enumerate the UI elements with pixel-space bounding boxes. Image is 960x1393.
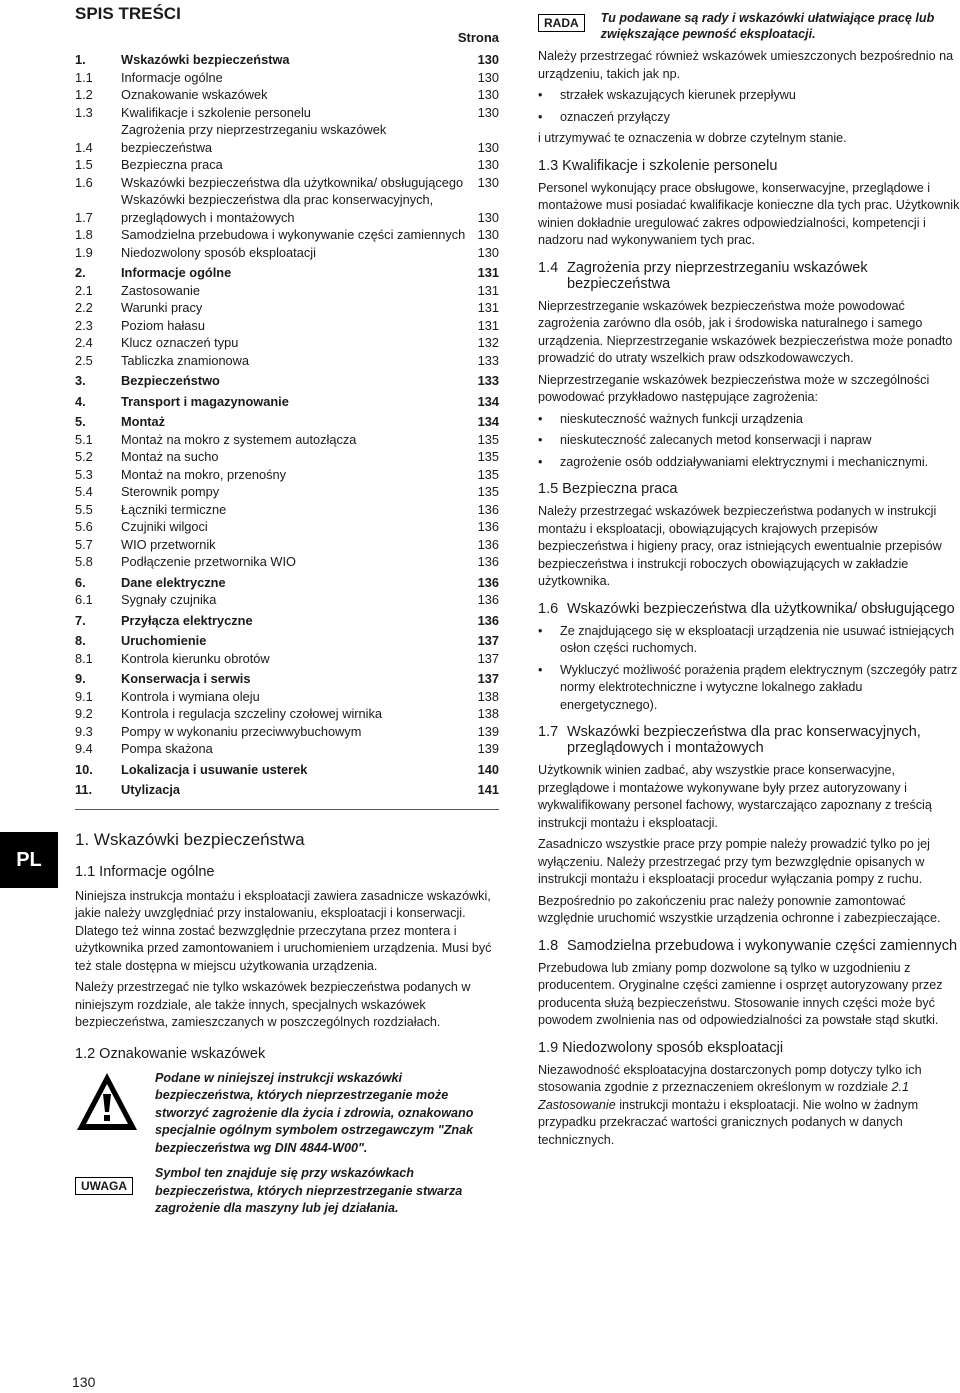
toc-page: 139 bbox=[477, 723, 499, 739]
toc-num: 5.7 bbox=[75, 536, 93, 552]
section-heading-1-6 bbox=[538, 601, 960, 617]
toc-page: 135 bbox=[477, 484, 499, 499]
heading-text: Wskazówki bezpieczeństwa dla prac konserwacyjnych, przeglądowych i montażowych bbox=[567, 724, 921, 756]
list-item: • nieskuteczność ważnych funkcji urządzenia bbox=[538, 411, 960, 429]
toc-num: 2.3 bbox=[75, 317, 93, 333]
toc-title: Zagrożenia przy nieprzestrzeganiu wskazówek bezpieczeństwa bbox=[121, 122, 387, 155]
toc-row bbox=[75, 781, 499, 799]
toc-num: 9. bbox=[75, 671, 86, 686]
toc-title: Sterownik pompy bbox=[121, 484, 220, 499]
hazard-list bbox=[538, 411, 960, 472]
toc-row bbox=[75, 670, 499, 688]
toc-num: 7. bbox=[75, 612, 86, 628]
toc-row bbox=[75, 501, 499, 519]
heading-number: 1.4 bbox=[538, 259, 559, 276]
toc-row bbox=[75, 352, 499, 370]
toc-row bbox=[75, 518, 499, 536]
divider bbox=[75, 809, 499, 810]
toc-num: 1.9 bbox=[75, 244, 93, 260]
toc-title: Sygnały czujnika bbox=[121, 592, 217, 607]
toc-num: 5.2 bbox=[75, 449, 93, 464]
uwaga-label: UWAGA bbox=[75, 1177, 133, 1195]
toc-num: 6.1 bbox=[75, 592, 93, 607]
toc-page: 130 bbox=[477, 157, 499, 172]
toc-page: 135 bbox=[477, 449, 499, 464]
toc-title: Bezpieczna praca bbox=[121, 157, 223, 172]
toc-page: 133 bbox=[477, 373, 499, 388]
toc-title: Zastosowanie bbox=[121, 282, 200, 298]
toc-num: 2.2 bbox=[75, 300, 93, 315]
toc-num: 9.3 bbox=[75, 723, 93, 739]
user-safety-list bbox=[538, 623, 960, 715]
toc-row bbox=[75, 282, 499, 300]
section-heading-1: 1. Wskazówki bezpieczeństwa bbox=[75, 829, 305, 849]
page-number: 130 bbox=[72, 1374, 96, 1390]
section-heading-1-8 bbox=[538, 938, 960, 954]
text-run: Niezawodność eksploatacyjna dostarczonych pomp dotyczy tylko ich stosowania zgodnie z przeznaczeniem określonym w rozdziale bbox=[538, 1062, 922, 1094]
toc-num: 9.4 bbox=[75, 741, 93, 756]
cross-reference: 2.1 Zastosowanie bbox=[538, 1080, 910, 1112]
toc-row bbox=[75, 705, 499, 723]
toc-row bbox=[75, 466, 499, 484]
toc-title: Podłączenie przetwornika WIO bbox=[121, 554, 296, 569]
paragraph: Nieprzestrzeganie wskazówek bezpieczeństwa może powodować zagrożenia zarówno dla osób, jak i środowiska naturalnego i samego urządzenia. Nieprzestrzeganie wskazówek bezpieczeństwa może ponadto prowadzić do utraty wszelkich praw odszkodowawczych. bbox=[538, 298, 953, 365]
toc-num: 5.8 bbox=[75, 554, 93, 569]
paragraph: Użytkownik winien zadbać, aby wszystkie prace konserwacyjne, przeglądowe i montażowe wykonywane były przez autoryzowany i wykwalifikowany personel fachowy, wystarczająco zapoznany z treścią instrukcji montażu i eksploatacji. bbox=[538, 763, 932, 830]
list-item: • zagrożenie osób oddziaływaniami elektrycznymi i mechanicznymi. bbox=[538, 454, 960, 472]
toc-row bbox=[75, 483, 499, 501]
toc-page: 136 bbox=[477, 554, 499, 569]
toc-title: Kontrola i regulacja szczeliny czołowej wirnika bbox=[121, 706, 383, 721]
toc-num: 5.6 bbox=[75, 519, 93, 534]
toc-num: 5. bbox=[75, 414, 86, 429]
toc-num: 2. bbox=[75, 265, 86, 280]
toc-row bbox=[75, 174, 499, 192]
toc-title: Montaż bbox=[121, 414, 166, 429]
paragraph: Należy przestrzegać nie tylko wskazówek bezpieczeństwa podanych w niniejszym rozdziale, ale także innych, specjalnych wskazówek bezpieczeństwa, zamieszczanych w poszczególnych rozdziałach. bbox=[75, 980, 471, 1029]
right-column bbox=[538, 10, 960, 1153]
toc-page: 134 bbox=[477, 414, 499, 429]
toc-page: 136 bbox=[477, 592, 499, 607]
toc-row bbox=[75, 156, 499, 174]
toc-num: 3. bbox=[75, 373, 86, 388]
section-heading-1-7 bbox=[538, 724, 960, 756]
section-heading-1-9: 1.9 Niedozwolony sposób eksploatacji bbox=[538, 1039, 784, 1056]
toc-num: 1.5 bbox=[75, 157, 93, 172]
toc-title: Samodzielna przebudowa i wykonywanie części zamiennych bbox=[121, 227, 466, 242]
toc-page: 131 bbox=[477, 317, 499, 333]
toc-row bbox=[75, 536, 499, 554]
toc-num: 8. bbox=[75, 633, 86, 648]
toc-page: 131 bbox=[477, 282, 499, 298]
toc-title: Przyłącza elektryczne bbox=[121, 612, 253, 628]
toc-row bbox=[75, 448, 499, 466]
toc-num: 1.6 bbox=[75, 174, 93, 190]
toc-title: Wskazówki bezpieczeństwa dla prac konserwacyjnych, przeglądowych i montażowych bbox=[121, 192, 434, 225]
heading-text: Wskazówki bezpieczeństwa dla użytkownika/ obsługującego bbox=[567, 600, 955, 617]
toc-num: 11. bbox=[75, 782, 93, 797]
section-heading-1-2: 1.2 Oznakowanie wskazówek bbox=[75, 1045, 266, 1062]
toc-row bbox=[75, 334, 499, 352]
heading-number: 1.7 bbox=[538, 724, 559, 740]
toc-row bbox=[75, 264, 499, 282]
toc-title: Kontrola kierunku obrotów bbox=[121, 650, 270, 666]
toc-num: 2.4 bbox=[75, 335, 93, 350]
warning-text: Podane w niniejszej instrukcji wskazówki bezpieczeństwa, których nieprzestrzeganie może stworzyć zagrożenie dla życia i zdrowia, oznakowano specjalnie ogólnym symbolem ostrzegawczym "Znak bezpieczeństwa wg DIN 4844-W00". bbox=[155, 1070, 474, 1155]
toc-num: 1.8 bbox=[75, 227, 93, 242]
toc-page: 130 bbox=[477, 139, 499, 155]
toc-title: Montaż na mokro, przenośny bbox=[121, 466, 287, 482]
toc-row bbox=[75, 86, 499, 104]
toc-page: 138 bbox=[477, 688, 499, 704]
text-run: instrukcji montażu i eksploatacji. Nie wolno w żadnym przypadku przekraczać wartości granicznych podanych w danych technicznych. bbox=[538, 1097, 919, 1147]
toc-row bbox=[75, 688, 499, 706]
rada-text: Tu podawane są rady i wskazówki ułatwiające pracę lub zwiększające pewność eksploatacji. bbox=[600, 11, 935, 41]
paragraph bbox=[538, 1062, 960, 1150]
toc-title: Łączniki termiczne bbox=[121, 501, 227, 517]
toc-title: Informacje ogólne bbox=[121, 69, 223, 85]
toc-page: 130 bbox=[477, 227, 499, 242]
toc-page: 134 bbox=[477, 393, 499, 409]
toc-num: 2.1 bbox=[75, 282, 93, 298]
toc-page: 137 bbox=[477, 671, 499, 686]
toc-page: 130 bbox=[477, 244, 499, 260]
toc-row bbox=[75, 393, 499, 411]
rada-note bbox=[538, 10, 960, 42]
toc-num: 1.7 bbox=[75, 209, 93, 225]
toc-num: 2.5 bbox=[75, 352, 93, 368]
paragraph: Bezpośrednio po zakończeniu prac należy ponownie zamontować względnie uruchomić wszystkie urządzenia ochronne i zabezpieczające. bbox=[538, 893, 941, 925]
toc-page: 130 bbox=[477, 52, 499, 67]
paragraph: Niniejsza instrukcja montażu i eksploatacji zawiera zasadnicze wskazówki, jakie należy uwzględniać przy instalowaniu, eksploatacji i konserwacji. Dlatego też winna zostać bezwzględnie przeczytana przez montera i użytkownika przed zamontowaniem i uruchomieniem urządzenia. Musi być też stale dostępna w miejscu użytkowania urządzenia. bbox=[75, 888, 492, 973]
uwaga-note bbox=[75, 1165, 499, 1218]
toc-page: 135 bbox=[477, 431, 499, 447]
toc-row bbox=[75, 104, 499, 122]
toc-num: 1.2 bbox=[75, 87, 93, 102]
toc-num: 4. bbox=[75, 393, 86, 409]
warning-note bbox=[75, 1070, 499, 1158]
toc-page: 139 bbox=[477, 741, 499, 756]
toc-num: 5.3 bbox=[75, 466, 93, 482]
toc-row bbox=[75, 372, 499, 390]
toc-page: 133 bbox=[477, 352, 499, 368]
rada-label: RADA bbox=[538, 14, 585, 32]
toc-row bbox=[75, 51, 499, 69]
toc-title: Klucz oznaczeń typu bbox=[121, 335, 239, 350]
toc-row bbox=[75, 723, 499, 741]
toc-title: Kwalifikacje i szkolenie personelu bbox=[121, 104, 311, 120]
list-item: • strzałek wskazujących kierunek przepływu bbox=[538, 87, 960, 105]
toc-page: 136 bbox=[477, 574, 499, 590]
list-item: • oznaczeń przyłączy bbox=[538, 109, 960, 127]
toc-row bbox=[75, 299, 499, 317]
warning-triangle-icon bbox=[75, 1070, 155, 1158]
heading-number: 1.6 bbox=[538, 600, 559, 617]
toc-num: 5.4 bbox=[75, 484, 93, 499]
toc-row bbox=[75, 591, 499, 609]
toc-row bbox=[75, 244, 499, 262]
toc-row bbox=[75, 226, 499, 244]
toc-page: 137 bbox=[477, 633, 499, 648]
toc-num: 1.3 bbox=[75, 104, 93, 120]
toc-title: Lokalizacja i usuwanie usterek bbox=[121, 761, 308, 777]
toc-title: Kontrola i wymiana oleju bbox=[121, 688, 260, 704]
heading-number: 1.8 bbox=[538, 937, 559, 954]
toc-page: 130 bbox=[477, 209, 499, 225]
toc-num: 6. bbox=[75, 574, 86, 590]
section-heading-1-5: 1.5 Bezpieczna praca bbox=[538, 481, 678, 497]
paragraph: Zasadniczo wszystkie prace przy pompie należy prowadzić tylko po jej wyłączeniu. Należy przestrzegać przy tym bezwzględnie opisanych w instrukcji montażu i eksploatacji procedur wyłączania pompy z ruchu. bbox=[538, 837, 930, 886]
language-tab: PL bbox=[0, 832, 58, 888]
toc-num: 10. bbox=[75, 761, 93, 777]
toc-title: Tabliczka znamionowa bbox=[121, 352, 250, 368]
paragraph: Nieprzestrzeganie wskazówek bezpieczeństwa może w szczególności powodować przykładowo następujące zagrożenia: bbox=[538, 372, 930, 404]
toc-title: Warunki pracy bbox=[121, 300, 203, 315]
toc-row bbox=[75, 574, 499, 592]
heading-text: Samodzielna przebudowa i wykonywanie części zamiennych bbox=[567, 937, 958, 954]
table-of-contents bbox=[75, 51, 499, 799]
toc-title: Pompy w wykonaniu przeciwwybuchowym bbox=[121, 723, 362, 739]
paragraph: Personel wykonujący prace obsługowe, konserwacyjne, przeglądowe i montażowe musi posiadać kwalifikacje konieczne dla tych prac. Użytkownik winien dokładnie uregulować zakres odpowiedzialności, kompetencji i nadzoru nad wykonywaniem tych prac. bbox=[538, 180, 960, 247]
toc-title: Niedozwolony sposób eksploatacji bbox=[121, 244, 316, 260]
paragraph: i utrzymywać te oznaczenia w dobrze czytelnym stanie. bbox=[538, 131, 847, 145]
section-heading-1-4 bbox=[538, 260, 960, 292]
toc-title: Informacje ogólne bbox=[121, 265, 232, 280]
toc-row bbox=[75, 317, 499, 335]
toc-page: 131 bbox=[477, 265, 499, 280]
section-heading-1-3: 1.3 Kwalifikacje i szkolenie personelu bbox=[538, 157, 778, 174]
toc-page: 130 bbox=[477, 104, 499, 120]
toc-page: 132 bbox=[477, 335, 499, 350]
toc-row bbox=[75, 431, 499, 449]
toc-num: 1. bbox=[75, 52, 86, 67]
toc-num: 1.1 bbox=[75, 69, 93, 85]
toc-num: 5.1 bbox=[75, 431, 93, 447]
toc-page: 138 bbox=[477, 706, 499, 721]
toc-page: 136 bbox=[477, 536, 499, 552]
toc-title: Konserwacja i serwis bbox=[121, 671, 251, 686]
toc-title: Transport i magazynowanie bbox=[121, 393, 289, 409]
toc-title: Czujniki wilgoci bbox=[121, 519, 208, 534]
section-heading-1-1: 1.1 Informacje ogólne bbox=[75, 863, 215, 880]
toc-title: Oznakowanie wskazówek bbox=[121, 87, 268, 102]
toc-row bbox=[75, 632, 499, 650]
toc-page: 136 bbox=[477, 501, 499, 517]
toc-page: 130 bbox=[477, 87, 499, 102]
toc-num: 9.1 bbox=[75, 688, 93, 704]
toc-page: 137 bbox=[477, 650, 499, 666]
toc-row bbox=[75, 740, 499, 758]
toc-page: 130 bbox=[477, 69, 499, 85]
toc-title: Pompa skażona bbox=[121, 741, 213, 756]
toc-row bbox=[75, 612, 499, 630]
toc-title: Poziom hałasu bbox=[121, 317, 205, 333]
toc-row bbox=[75, 413, 499, 431]
toc-page: 141 bbox=[477, 782, 499, 797]
toc-row bbox=[75, 69, 499, 87]
uwaga-text: Symbol ten znajduje się przy wskazówkach bezpieczeństwa, których nieprzestrzeganie stwarza zagrożenie dla maszyny lub jej działania. bbox=[155, 1166, 463, 1215]
paragraph: Przebudowa lub zmiany pomp dozwolone są tylko w uzgodnieniu z producentem. Oryginalne części zamienne i osprzęt autoryzowany przez producenta służą bezpieczeństwu. Stosowanie innych części może być powodem zwolnienia nas od odpowiedzialności za powstałe stąd skutki. bbox=[538, 960, 943, 1027]
toc-page-header: Strona bbox=[457, 30, 499, 45]
toc-title: Wskazówki bezpieczeństwa bbox=[121, 52, 290, 67]
toc-row bbox=[75, 191, 499, 226]
left-column bbox=[75, 4, 499, 1218]
list-item: • Wykluczyć możliwość porażenia prądem elektrycznym (szczegóły patrz normy elektrotechniczne i wytyczne lokalnego zakładu energetycznego). bbox=[538, 662, 960, 715]
toc-num: 9.2 bbox=[75, 706, 93, 721]
toc-title: Dane elektryczne bbox=[121, 574, 226, 590]
toc-row bbox=[75, 761, 499, 779]
toc-title: Utylizacja bbox=[121, 782, 181, 797]
toc-page: 136 bbox=[477, 519, 499, 534]
toc-title: WIO przetwornik bbox=[121, 536, 216, 552]
toc-title: Montaż na mokro z systemem autozłącza bbox=[121, 431, 357, 447]
toc-title: Wskazówki bezpieczeństwa dla użytkownika/ obsługującego bbox=[121, 174, 464, 190]
heading-text: Zagrożenia przy nieprzestrzeganiu wskazówek bezpieczeństwa bbox=[567, 259, 868, 292]
list-item: • nieskuteczność zalecanych metod konserwacji i napraw bbox=[538, 432, 960, 450]
paragraph: Należy przestrzegać również wskazówek umieszczonych bezpośrednio na urządzeniu, takich jak np. bbox=[538, 49, 954, 81]
toc-page: 136 bbox=[477, 612, 499, 628]
list-item: • Ze znajdującego się w eksploatacji urządzenia nie usuwać istniejących osłon części ruchomych. bbox=[538, 623, 960, 658]
toc-num: 5.5 bbox=[75, 501, 93, 517]
toc-title: Bezpieczeństwo bbox=[121, 373, 220, 388]
toc-num: 8.1 bbox=[75, 650, 93, 666]
toc-title: SPIS TREŚCI bbox=[75, 4, 181, 23]
toc-page: 131 bbox=[477, 300, 499, 315]
toc-title: Montaż na sucho bbox=[121, 449, 219, 464]
toc-page: 130 bbox=[477, 174, 499, 190]
toc-title: Uruchomienie bbox=[121, 633, 207, 648]
toc-num: 1.4 bbox=[75, 139, 93, 155]
marking-list bbox=[538, 87, 960, 126]
paragraph: Należy przestrzegać wskazówek bezpieczeństwa podanych w instrukcji montażu i eksploatacji, obowiązujących krajowych przepisów bezpieczeństwa i higieny pracy, oraz istniejących ewentualnie przepisów bezpieczeństwa i instrukcji roboczych obowiązujących w zakładzie użytkownika. bbox=[538, 504, 942, 588]
toc-row bbox=[75, 650, 499, 668]
toc-row bbox=[75, 121, 499, 156]
toc-page: 140 bbox=[477, 761, 499, 777]
toc-page: 135 bbox=[477, 466, 499, 482]
toc-row bbox=[75, 553, 499, 571]
